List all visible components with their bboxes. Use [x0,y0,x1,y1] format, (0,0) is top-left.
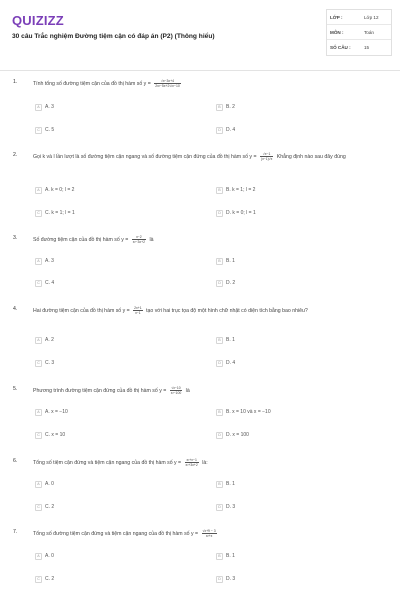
option-letter-box: D [216,127,223,134]
option-letter-box: D [216,360,223,367]
option-text: A. 0 [45,481,54,487]
option-text: A. 3 [45,258,54,264]
question-text [33,458,383,467]
option-c[interactable] [35,502,54,512]
question-text-after: tạo với hai trục tọa độ một hình chữ nhật có diện tích bằng bao nhiêu? [146,307,308,314]
option-d[interactable] [216,502,235,512]
fraction-denominator: x²−100 [170,391,182,395]
question-text-after: là: [202,459,208,466]
math-fraction [170,386,182,395]
option-text: A. x = −10 [45,409,68,415]
option-text: A. 3 [45,104,54,110]
meta-value: Lớp 12 [364,14,379,20]
option-text: D. 4 [226,360,236,366]
option-c[interactable] [35,430,65,440]
question-text [33,306,383,315]
option-letter-box: C [35,504,42,511]
option-c[interactable] [35,208,75,218]
fraction-numerator: √x−3x+4 [154,79,181,84]
option-letter-box: A [35,553,42,560]
option-letter-box: B [216,337,223,344]
math-fraction [132,235,146,244]
option-text: B. 2 [226,104,235,110]
meta-value: Toán [364,29,374,35]
question-text-before: Gọi k và l lần lượt là số đường tiệm cận ngang và số đường tiệm cận đứng của đồ thị hàm số y = [33,153,257,160]
option-letter-box: C [35,576,42,583]
question-number: 3. [13,235,18,241]
option-d[interactable] [216,278,235,288]
fraction-denominator: x²+x [205,534,213,538]
option-text: C. k = 1; l = 1 [45,210,75,216]
option-text: B. 1 [226,258,235,264]
option-a[interactable] [35,335,54,345]
option-letter-box: B [216,187,223,194]
meta-key: MÔN : [330,29,344,35]
fraction-numerator: x−2 [132,235,146,240]
option-d[interactable] [216,574,235,584]
option-letter-box: B [216,258,223,265]
option-text: C. x = 10 [45,432,66,438]
option-text: A. k = 0; l = 2 [45,187,75,193]
meta-box [326,9,392,56]
option-text: B. x = 10 và x = −10 [226,409,271,415]
question-text [33,529,383,538]
question-text-before: Phương trình đường tiệm cận đứng của đồ thị hàm số y = [33,387,167,394]
option-text: B. 1 [226,481,235,487]
fraction-numerator: √x−10 [171,386,181,390]
option-letter-box: A [35,337,42,344]
option-text: C. 2 [45,576,55,582]
option-letter-box: D [216,576,223,583]
option-letter-box: C [35,360,42,367]
question-text-after: Khẳng định nào sau đây đúng [276,153,346,160]
option-b[interactable] [216,102,235,112]
meta-row-count [327,40,391,55]
option-b[interactable] [216,335,235,345]
option-b[interactable] [216,256,235,266]
fraction-denominator: x²+3x+2 [185,463,198,467]
option-text: B. 1 [226,553,235,559]
question-text-before: Tổng số tiệm cận đứng và tiệm cận ngang của đồ thị hàm số y = [33,459,182,466]
option-letter-box: D [216,210,223,217]
option-letter-box: C [35,432,42,439]
page-header [0,0,400,72]
option-text: D. x = 100 [226,432,249,438]
option-a[interactable] [35,256,54,266]
meta-value: 15 [364,45,370,50]
option-text: D. 4 [226,127,236,133]
option-b[interactable] [216,479,235,489]
option-text: A. 0 [45,553,54,559]
option-text: C. 3 [45,360,55,366]
math-fraction [202,529,217,538]
fraction-denominator: x²−3x+2 [132,240,145,244]
question-number: 2. [13,152,18,158]
math-fraction [260,152,273,161]
question-number: 5. [13,386,18,392]
quizizz-logo: QUIZIZZ [12,13,64,28]
fraction-denominator: (x−1)√x [260,157,273,161]
meta-key: SỐ CÂU : [330,45,351,50]
option-c[interactable] [35,278,54,288]
question-text-before: Hai đường tiệm cận của đồ thị hàm số y = [33,307,130,314]
option-b[interactable] [216,407,271,417]
fraction-numerator: 2x+1 [134,306,142,310]
option-a[interactable] [35,102,54,112]
option-letter-box: C [35,127,42,134]
option-text: B. 1 [226,337,235,343]
fraction-numerator: x²+x−1 [186,458,197,462]
fraction-denominator: x−1 [135,311,141,315]
option-text: B. k = 1; l = 2 [226,187,256,193]
option-letter-box: A [35,481,42,488]
option-a[interactable] [35,407,68,417]
option-text: A. 2 [45,337,54,343]
option-d[interactable] [216,125,235,135]
question-text-after: là [185,387,190,394]
option-a[interactable] [35,185,74,195]
option-letter-box: B [216,553,223,560]
fraction-numerator: √x+9 − 3 [202,529,216,533]
option-letter-box: A [35,258,42,265]
option-b[interactable] [216,551,235,561]
question-text-after: là [149,236,154,243]
option-text: D. 3 [226,576,236,582]
math-fraction [154,79,181,88]
option-text: D. 3 [226,504,236,510]
option-c[interactable] [35,574,54,584]
question-text [33,235,383,244]
question-text-before: Số đường tiệm cận của đồ thị hàm số y = [33,236,129,243]
option-text: C. 5 [45,127,55,133]
question-number: 1. [13,79,18,85]
question-text-before: Tổng số đường tiệm cận đứng và tiệm cận ngang của đồ thị hàm số y = [33,530,199,537]
question-number: 7. [13,529,18,535]
question-number: 6. [13,458,18,464]
option-letter-box: B [216,409,223,416]
option-letter-box: A [35,104,42,111]
option-letter-box: B [216,481,223,488]
question-text-before: Tính tổng số đường tiệm cận của đồ thị hàm số y = [33,80,151,87]
question-text [33,79,383,88]
option-letter-box: A [35,409,42,416]
option-c[interactable] [35,125,54,135]
option-c[interactable] [35,358,54,368]
meta-row-subject [327,25,391,40]
option-a[interactable] [35,551,54,561]
option-text: D. k = 0; l = 1 [226,210,256,216]
math-fraction [185,458,199,467]
fraction-numerator: √x−1 [260,152,273,157]
question-text [33,152,383,161]
option-letter-box: C [35,280,42,287]
option-text: D. 2 [226,280,236,286]
question-text [33,386,383,395]
option-d[interactable] [216,208,256,218]
option-letter-box: A [35,187,42,194]
option-b[interactable] [216,185,255,195]
option-text: C. 4 [45,280,55,286]
option-letter-box: C [35,210,42,217]
option-letter-box: B [216,104,223,111]
question-number: 4. [13,306,18,312]
page-title: 30 câu Trắc nghiệm Đường tiệm cận có đáp án (P2) (Thông hiểu) [12,33,215,40]
option-letter-box: D [216,432,223,439]
fraction-denominator: 2x²−5x+2√x²−10 [155,84,180,88]
option-text: C. 2 [45,504,55,510]
option-letter-box: D [216,280,223,287]
meta-key: LỚP : [330,14,343,20]
meta-row-grade [327,10,391,25]
header-divider [0,70,400,71]
option-d[interactable] [216,430,249,440]
option-a[interactable] [35,479,54,489]
math-fraction [133,306,142,315]
option-letter-box: D [216,504,223,511]
option-d[interactable] [216,358,235,368]
